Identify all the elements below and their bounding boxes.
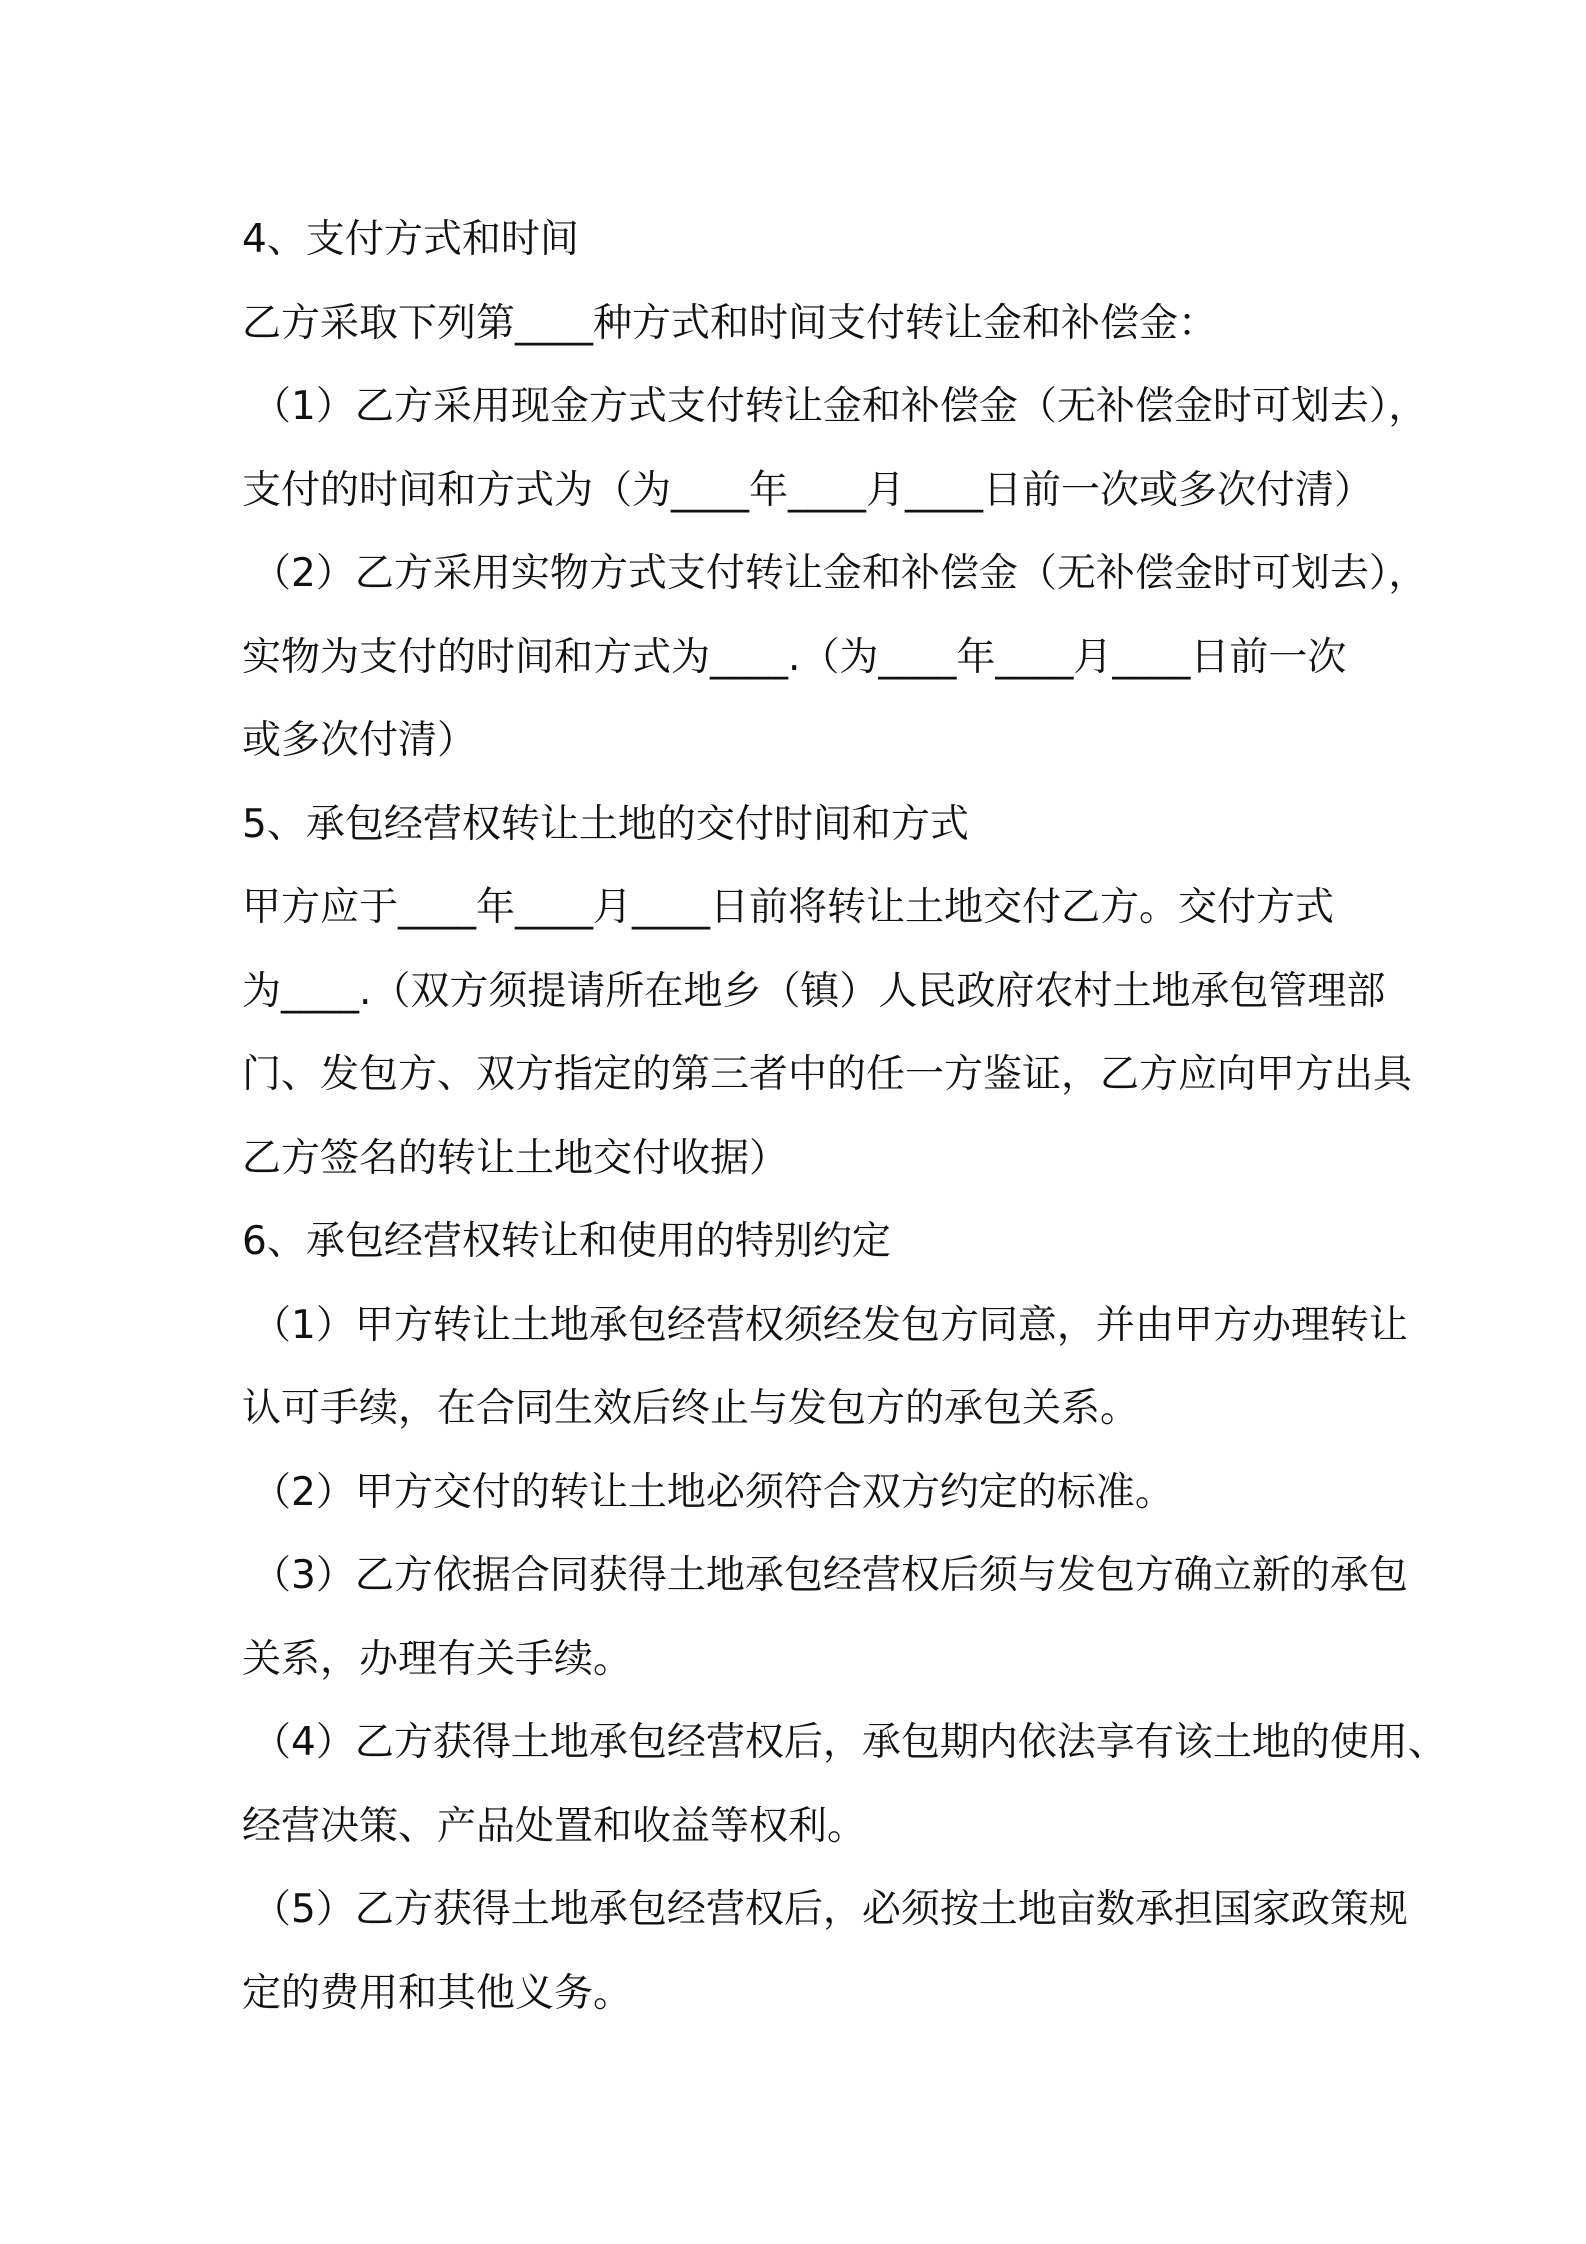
section-5-paragraph-cont: 为____.（双方须提请所在地乡（镇）人民政府农村土地承包管理部	[242, 968, 1386, 1014]
section-6-heading: 6、承包经营权转让和使用的特别约定	[242, 1219, 891, 1264]
section-4-item-2: （2）乙方采用实物方式支付转让金和补偿金（无补偿金时可划去），	[252, 551, 1428, 596]
section-4-intro: 乙方采取下列第____种方式和时间支付转让金和补偿金：	[242, 300, 1218, 346]
section-4-item-1-cont: 支付的时间和方式为（为____年____月____日前一次或多次付清）	[242, 467, 1374, 513]
section-5-paragraph: 甲方应于____年____月____日前将转让土地交付乙方。交付方式	[242, 885, 1335, 930]
section-4-heading: 4、支付方式和时间	[242, 217, 579, 262]
section-6-item-4-cont: 经营决策、产品处置和收益等权利。	[242, 1803, 867, 1849]
section-6-item-3: （3）乙方依据合同获得土地承包经营权后须与发包方确立新的承包	[252, 1553, 1408, 1598]
section-6-item-1: （1）甲方转让土地承包经营权须经发包方同意，并由甲方办理转让	[252, 1302, 1408, 1348]
section-6-item-1-cont: 认可手续，在合同生效后终止与发包方的承包关系。	[242, 1386, 1140, 1431]
section-6-item-4: （4）乙方获得土地承包经营权后，承包期内依法享有该土地的使用、	[252, 1720, 1447, 1765]
section-5-paragraph-cont-3: 乙方签名的转让土地交付收据）	[242, 1135, 789, 1181]
section-6-item-5-cont: 定的费用和其他义务。	[242, 1970, 633, 2016]
section-6-item-2: （2）甲方交付的转让土地必须符合双方约定的标准。	[252, 1469, 1174, 1515]
section-4-item-1: （1）乙方采用现金方式支付转让金和补偿金（无补偿金时可划去），	[252, 384, 1428, 429]
section-4-item-2-cont: 实物为支付的时间和方式为____.（为____年____月____日前一次	[242, 634, 1347, 680]
document-body	[242, 198, 1447, 2035]
section-5-heading: 5、承包经营权转让土地的交付时间和方式	[242, 801, 969, 847]
section-6-item-5: （5）乙方获得土地承包经营权后，必须按土地亩数承担国家政策规	[252, 1887, 1408, 1932]
section-6-item-3-cont: 关系，办理有关手续。	[242, 1636, 633, 1682]
section-4-item-2-cont-2: 或多次付清）	[242, 718, 477, 763]
section-5-paragraph-cont-2: 门、发包方、双方指定的第三者中的任一方鉴证，乙方应向甲方出具	[242, 1052, 1413, 1097]
